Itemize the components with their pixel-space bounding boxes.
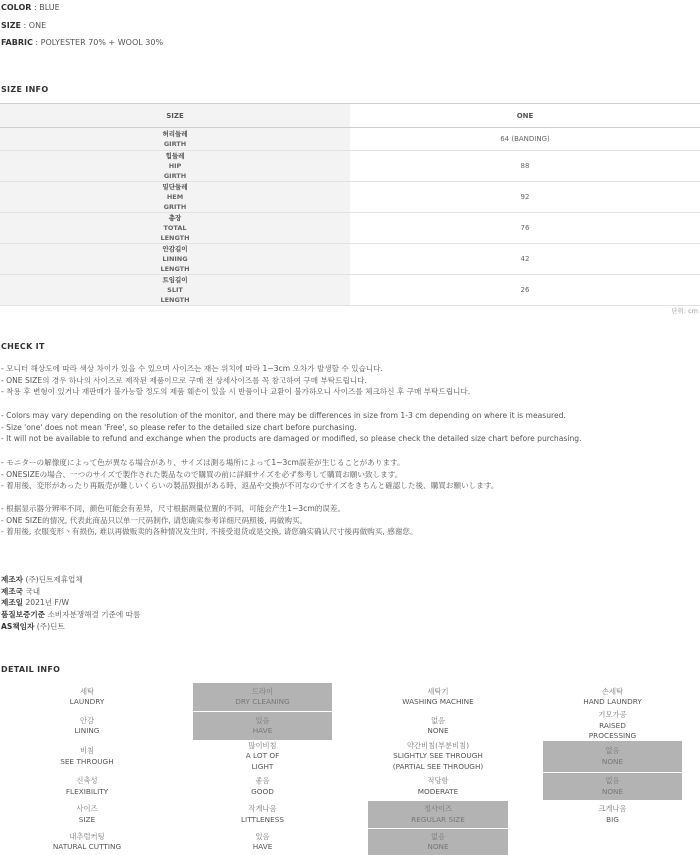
detail-option: [193, 683, 332, 711]
detail-label-ko: 손세탁: [601, 686, 624, 696]
measure-name: [160, 275, 189, 305]
size-table-row: [0, 128, 700, 151]
detail-label-ko: 비침: [79, 746, 95, 755]
maker-value: (주)딘트제휴업체: [25, 575, 83, 584]
size-row-label: [0, 151, 350, 181]
measure-name-en: LINING: [162, 255, 188, 263]
check-it-group: [1, 363, 470, 398]
measure-name-en: LENGTH: [160, 234, 190, 242]
measure-name-en: GRITH: [163, 203, 187, 211]
detail-option: [193, 829, 332, 855]
detail-label-en: SEE THROUGH: [60, 756, 114, 766]
detail-label-ko: 없음: [430, 715, 446, 725]
detail-info-heading: DETAIL INFO: [1, 665, 61, 674]
maker-value: 2021년 F/W: [25, 598, 69, 608]
detail-option: [543, 801, 682, 828]
detail-option: [368, 829, 508, 855]
spec-value: BLUE: [39, 3, 60, 12]
measure-name-en: SLIT: [167, 286, 183, 294]
spec-value: POLYESTER 70% + WOOL 30%: [40, 38, 164, 47]
measure-name: [164, 151, 186, 181]
size-row-value: 76: [520, 224, 530, 232]
size-row-value: 26: [520, 286, 530, 294]
spec-label: FABRIC: [1, 38, 33, 47]
detail-option: [543, 741, 682, 772]
detail-label-en: NONE: [601, 756, 624, 766]
detail-category: [0, 773, 174, 800]
size-col-header: SIZE: [0, 104, 350, 127]
detail-label-ko: 없음: [605, 776, 620, 785]
measure-name-ko: 힙둘레: [165, 152, 185, 160]
check-it-line: - It will not be available to refund and exchange when the products are damaged or modified, so please check the detailed size chart before purchasing.: [1, 434, 582, 444]
detail-label-ko: 있음: [255, 831, 270, 841]
check-it-line: - ONE SIZE의 경우 하나의 사이즈로 제작된 제품이므로 구매 전 상세사이즈를 꼭 참고하여 구매 부탁드립니다.: [1, 375, 367, 385]
maker-line: [1, 621, 140, 633]
spec-label: SIZE: [1, 21, 22, 30]
detail-label-ko: 좋음: [255, 776, 270, 785]
detail-option: [193, 712, 332, 740]
size-row-label: [0, 213, 350, 243]
detail-label-en: HAVE: [252, 726, 273, 735]
check-it-line: - 着用後, 衣服变形丶有损伤, 难以再做贩卖的各种情况发生时, 不接受退货或是交换, 请您确实确认尺寸後再做购买, 感谢您。: [1, 527, 418, 537]
detail-category: [0, 712, 174, 740]
detail-label-en: (PARTIAL SEE THROUGH): [392, 761, 484, 771]
check-it-group: [1, 503, 418, 538]
check-it-line: - モニターの解像度によって色が異なる場合があり、サイズは測る場所によって1~3cm誤差が生じることがあります。: [1, 458, 405, 467]
detail-option: [368, 773, 508, 800]
detail-label-en: NATURAL CUTTING: [52, 842, 122, 851]
detail-label-ko: 세탁: [79, 686, 95, 696]
detail-label-en: GOOD: [251, 786, 274, 796]
detail-label-ko: 내추럴커팅: [69, 831, 105, 841]
size-table-row: [0, 213, 700, 244]
size-row-value: 92: [520, 193, 530, 201]
check-it-line: - ONESIZEの場合、一つのサイズで製作された製品なので購買の前に詳細サイズを必ず参考して購買お願い致します。: [1, 469, 403, 479]
check-it-line: - 根据显示器分辨率不同，颜色可能会有差异，尺寸根据测量位置的不同，可能会产生1~3cm的误差。: [1, 504, 346, 513]
measure-name: [162, 182, 187, 212]
detail-label-en: HAVE: [252, 842, 273, 851]
size-row-label: [0, 182, 350, 212]
detail-label-ko: 신축성: [76, 776, 98, 785]
size-table-row: [0, 275, 700, 306]
detail-category: [0, 741, 174, 772]
maker-label: AS책임자: [1, 621, 35, 631]
spec-color: COLOR : BLUE: [1, 3, 60, 12]
detail-option: [368, 683, 508, 711]
detail-label-en: NONE: [601, 786, 624, 796]
detail-label-en: WASHING MACHINE: [402, 697, 474, 706]
maker-info: [1, 574, 140, 633]
spec-size: SIZE : ONE: [1, 21, 47, 30]
unit-note: 단위: cm: [671, 307, 698, 315]
size-table-row: [0, 151, 700, 182]
detail-option: [368, 801, 508, 828]
detail-label-ko: 많이비침: [248, 740, 277, 750]
detail-category: [0, 683, 174, 711]
measure-name-ko: 안감길이: [162, 245, 188, 253]
detail-label-en: DRY CLEANING: [235, 697, 290, 706]
detail-label-en: PROCESSING: [588, 731, 637, 741]
detail-label-ko: 세탁기: [427, 686, 449, 696]
measure-name-ko: 밑단둘레: [162, 183, 188, 191]
detail-label-en: LINING: [74, 726, 100, 735]
check-it-group: [1, 457, 498, 492]
size-row-label: [0, 275, 350, 305]
measure-name-en: LENGTH: [160, 265, 190, 273]
detail-label-ko: 있음: [255, 715, 270, 725]
measure-name-en: TOTAL: [163, 224, 187, 232]
detail-label-ko: 적당함: [427, 776, 449, 785]
detail-label-ko: 없음: [430, 831, 446, 841]
detail-label-en: BIG: [606, 814, 619, 824]
detail-option: [543, 712, 682, 740]
detail-label-en: MODERATE: [417, 786, 459, 796]
spec-label: COLOR: [1, 3, 32, 12]
check-it-line: - 모니터 해상도에 따라 색상 차이가 있을 수 있으며 사이즈는 재는 위치에 따라 1~3cm 오차가 발생할 수 있습니다.: [1, 364, 383, 373]
size-row-label: [0, 244, 350, 274]
size-table-header: [0, 103, 700, 128]
detail-option: [193, 741, 332, 772]
detail-label-en: SIZE: [78, 814, 96, 824]
detail-option: [543, 683, 682, 711]
detail-label-ko: 없음: [605, 746, 620, 755]
size-row-value: 64 (BANDING): [500, 135, 550, 143]
detail-label-en: FLEXIBILITY: [65, 786, 109, 796]
detail-category: [0, 801, 174, 828]
size-table: [0, 103, 700, 306]
size-row-value: 88: [520, 162, 530, 170]
measure-name-en: HEM: [166, 193, 184, 201]
maker-label: 제조국: [1, 586, 24, 596]
detail-option: [193, 773, 332, 800]
detail-label-en: REGULAR SIZE: [411, 814, 465, 824]
check-it-line: - 着用後、変形があったり再販売が難しいくらいの製品毀損がある時、返品や交換が不可なのでサイズをきちんと確認した後、購買お願いします。: [1, 481, 499, 491]
maker-label: 제조일: [1, 598, 24, 608]
measure-name-en: GIRTH: [163, 172, 187, 180]
check-it-heading: CHECK IT: [1, 342, 45, 351]
measure-name: [162, 129, 187, 149]
detail-label-ko: 크게나옴: [598, 804, 627, 813]
detail-label-en: HAND LAUNDRY: [583, 697, 642, 706]
measure-name: [160, 244, 189, 274]
check-it-line: - Colors may vary depending on the resolution of the monitor, and there may be differences in size from 1-3 cm depending on where it is measured.: [1, 411, 566, 420]
measure-name-en: HIP: [168, 162, 182, 170]
detail-option: [368, 741, 508, 772]
measure-name-ko: 총장: [168, 214, 182, 222]
maker-value: (주)딘트: [36, 621, 65, 631]
detail-label-en: NONE: [427, 726, 449, 735]
detail-label-en: SLIGHTLY SEE THROUGH: [393, 751, 483, 761]
spec-fabric: FABRIC : POLYESTER 70% + WOOL 30%: [1, 38, 164, 47]
measure-name-en: GIRTH: [163, 140, 187, 148]
measure-name-ko: 트임길이: [162, 276, 188, 284]
maker-label: 품질보증기준: [1, 610, 46, 620]
size-table-row: [0, 182, 700, 213]
one-col-header: ONE: [516, 111, 534, 120]
maker-line: [1, 586, 140, 598]
detail-label-ko: 기모가공: [598, 710, 627, 720]
maker-line: [1, 574, 140, 586]
detail-label-ko: 작게나옴: [248, 804, 277, 813]
size-row-label: [0, 128, 350, 150]
detail-label-en: LAUNDRY: [69, 697, 105, 706]
detail-category: [0, 829, 174, 855]
size-info-heading: SIZE INFO: [1, 85, 49, 94]
size-table-row: [0, 244, 700, 275]
maker-value: 국내: [25, 586, 41, 596]
measure-name-ko: 허리둘레: [162, 130, 188, 138]
detail-label-en: LITTLENESS: [240, 814, 284, 824]
maker-line: [1, 597, 140, 609]
detail-label-ko: 드라이: [251, 686, 274, 696]
detail-label-ko: 정사이즈: [423, 804, 453, 813]
maker-value: 소비자분쟁해결 기준에 따름: [47, 610, 141, 620]
detail-option: [193, 801, 332, 828]
detail-label-en: A LOT OF: [245, 751, 280, 761]
detail-label-en: LIGHT: [251, 761, 274, 771]
measure-name: [160, 213, 189, 243]
detail-label-ko: 안감: [79, 715, 95, 725]
detail-label-en: NONE: [427, 842, 449, 851]
detail-label-ko: 사이즈: [76, 804, 98, 813]
check-it-line: - 착용 후 변형이 있거나 재판매가 불가능할 정도의 제품 훼손이 있을 시 반품이나 교환이 불가하오니 사이즈를 체크하신 후 구매 부탁드립니다.: [1, 387, 471, 397]
maker-label: 제조자: [1, 575, 24, 584]
size-row-value: 42: [520, 255, 530, 263]
check-it-line: - ONE SIZE的情况, 代表此商品只以单一尺码制作, 请您确实参考详细尺码照後, 再做购买。: [1, 515, 308, 525]
check-it-group: [1, 410, 582, 445]
detail-label-en: RAISED: [599, 720, 626, 730]
detail-label-ko: 약간비침(부분비침): [406, 740, 470, 750]
check-it-line: - Size 'one' does not mean 'Free', so please refer to the detailed size chart before purchasing.: [1, 422, 357, 432]
measure-name-en: LENGTH: [160, 296, 190, 304]
maker-line: [1, 609, 140, 621]
detail-option: [543, 773, 682, 800]
detail-option: [368, 712, 508, 740]
spec-value: ONE: [28, 21, 47, 30]
